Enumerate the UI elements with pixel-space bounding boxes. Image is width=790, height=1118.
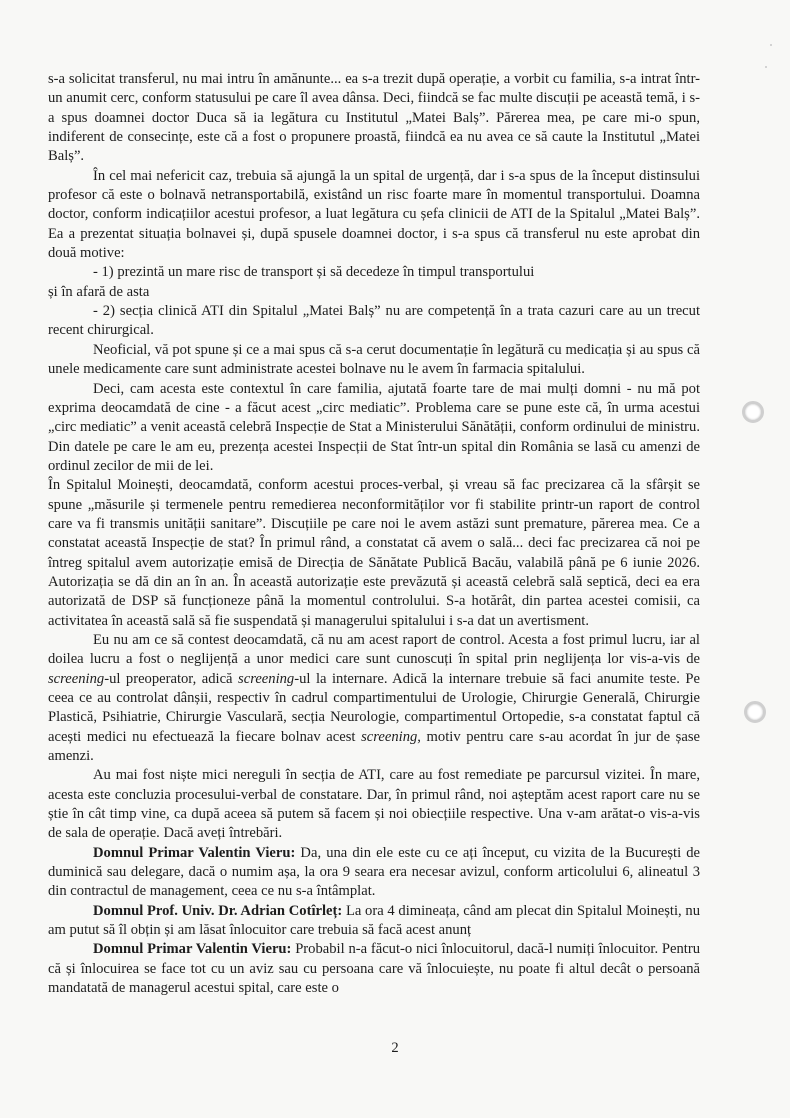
paragraph: Eu nu am ce să contest deocamdată, că nu am acest raport de control. Acesta a fost primul lucru, iar al doilea lucru a fost o neglijență a unor medici care sunt cunoscuți în spital prin neglijența lor vis-a-vis de screening-ul preoperator, adică screening-ul la internare. Adică la internare trebuie să faci anumite teste. Pe ceea ce au controlat dânșii, respectiv în cadrul compartimentului de Urologie, Chirurgie Generală, Chirurgie Plastică, Psihiatrie, Chirurgie Vasculară, secția Neurologie, compartimentul Ortopedie, s-a constatat faptul că acești medici nu efectuează la fiecare bolnav acest screening, motiv pentru care s-au acordat în jur de șase amenzi.	[48, 631, 700, 765]
paragraph: și în afară de asta	[48, 283, 150, 300]
italic-term: screening	[361, 728, 418, 745]
speaker-name: Domnul Prof. Univ. Dr. Adrian Cotîrleț:	[93, 902, 343, 919]
paragraph: Au mai fost niște mici nereguli în secția de ATI, care au fost remediate pe parcursul vizitei. În mare, acesta este concluzia procesului-verbal de constatare. Dar, în primul rând, noi așteptăm acest raport care nu se știe în cât timp vine, ca după aceea să putem să facem și noi obiecțiile respective. Una v-am arătat-o vis-a-vis de sala de operație. Dacă aveți întrebări.	[48, 767, 700, 842]
speaker-paragraph: Domnul Primar Valentin Vieru: Da, una din ele este cu ce ați început, cu vizita de la București de duminică sau delegare, dacă o numim așa, la ora 9 seara era necesar avizul, conform articolului 6, alineatul 3 din contractul de management, ceea ce nu s-a întâmplat.	[48, 844, 700, 900]
paragraph: În Spitalul Moinești, deocamdată, conform acestui proces-verbal, și vreau să fac precizarea că la sfârșit se spune „măsurile și termenele pentru remedierea neconformităților vor fi stabilite printr-un raport de control care va fi transmis unității sanitare”. Discuțiile pe care noi le avem astăzi sunt premature, părerea mea. Ce a constatat această Inspecție de stat? În primul rând, a constatat că avem o sală... deci fac precizarea că noi pe întreg spitalul avem autorizație emisă de Direcția de Sănătate Publică Bacău, valabilă până pe 6 iunie 2026. Autorizația se dă din an în an. În această autorizație este prevăzută și această celebră sală septică, deci ea era autorizată de DSP să funcționeze până la momentul controlului. S-a hotărât, din partea acestei comisii, ca activitatea în această sală să fie suspendată și managerului spitalului i s-a dat un avertisment.	[48, 477, 700, 629]
speaker-name: Domnul Primar Valentin Vieru:	[93, 844, 296, 861]
scan-speck	[770, 44, 772, 46]
paragraph: În cel mai nefericit caz, trebuia să ajungă la un spital de urgență, dar i s-a spus de la început distinsului profesor că este o bolnavă netransportabilă, existând un risc foarte mare în momentul transportului. Doamna doctor, conform indicațiilor acestui profesor, a luat legătura cu șefa clinicii de ATI de la Spitalul „Matei Balș”. Ea a prezentat situația bolnavei și, după spusele doamnei doctor, i s-a spus că transferul nu este aprobat din două motive:	[48, 167, 700, 262]
list-item: - 1) prezintă un mare risc de transport și să decedeze în timpul transportului	[93, 264, 535, 281]
list-item: - 2) secția clinică ATI din Spitalul „Matei Balș” nu are competență în a trata cazuri care au un trecut recent chirurgical.	[48, 303, 700, 339]
page-number: 2	[391, 1040, 399, 1056]
document-body	[48, 70, 700, 999]
speaker-name: Domnul Primar Valentin Vieru:	[93, 941, 292, 958]
speaker-paragraph: Domnul Primar Valentin Vieru: Probabil n-a făcut-o nici înlocuitorul, dacă-l numiți înlocuitor. Pentru că și înlocuirea se face tot cu un aviz sau cu persoana care vă înlocuiește, nu poate fi altul decât o persoană mandatată de managerul acestui spital, care este o	[48, 941, 700, 997]
speaker-paragraph: Domnul Prof. Univ. Dr. Adrian Cotîrleț: La ora 4 dimineața, când am plecat din Spitalul Moinești, nu am putut să îl obțin și am lăsat înlocuitor care trebuia să facă acest anunț	[48, 902, 700, 939]
scan-speck	[765, 66, 767, 68]
paragraph: Deci, cam acesta este contextul în care familia, ajutată foarte tare de mai mulți domni - nu mă pot exprima deocamdată de cine - a făcut acest „circ mediatic”. Problema care se pune este că, în urma acestui „circ mediatic” a venit această celebră Inspecție de Stat a Ministerului Sănătății, conform ordinului de ministru. Din datele pe care le am eu, prezența acestei Inspecții de Stat într-un spital din România se lasă cu amenzi de ordinul zecilor de mii de lei.	[48, 380, 700, 474]
italic-term: screening	[238, 670, 295, 687]
italic-term: screening	[48, 670, 105, 687]
paragraph: s-a solicitat transferul, nu mai intru în amănunte... ea s-a trezit după operație, a vorbit cu familia, s-a intrat într-un anumit cerc, conform statusului pe care îl avea dânsa. Deci, fiindcă se fac multe discuții pe această temă, i s-a spus doamnei doctor Duca să ia legătura cu Institutul „Matei Balș”. Părerea mea, pe care mi-o spun, indiferent de consecințe, este că a fost o propunere proastă, fiindcă ea nu avea ce să caute la Institutul „Matei Balș”.	[48, 71, 700, 165]
punch-hole	[742, 401, 764, 423]
punch-hole	[744, 701, 766, 723]
paragraph: Neoficial, vă pot spune și ce a mai spus că s-a cerut documentație în legătură cu medicația și au spus că unele medicamente care sunt administrate acestei bolnave nu le avem în farmacia spitalului.	[48, 341, 700, 378]
